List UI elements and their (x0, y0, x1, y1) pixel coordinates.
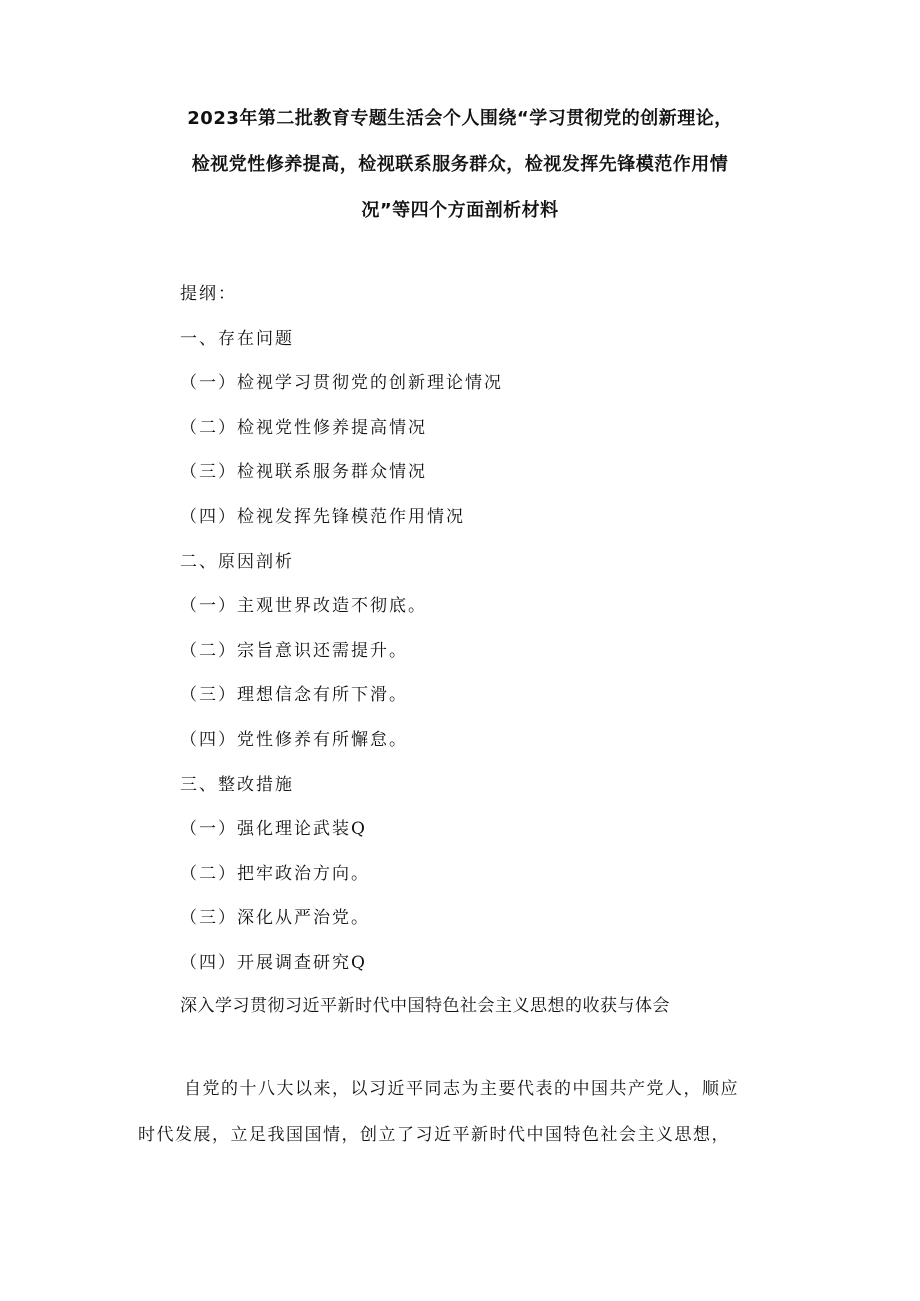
outline-item: （一）主观世界改造不彻底。 (180, 596, 427, 617)
body-paragraph (138, 1066, 798, 1158)
outline-item: （一）检视学习贯彻党的创新理论情况 (180, 373, 503, 394)
outline-item: （四）开展调查研究Q (180, 952, 367, 973)
document-title (120, 96, 800, 234)
outline-item: （三）理想信念有所下滑。 (180, 685, 408, 706)
title-line: 况”等四个方面剖析材料 (361, 200, 559, 221)
outline-item: （二）宗旨意识还需提升。 (180, 640, 408, 661)
outline-item: （一）强化理论武装Q (180, 819, 367, 840)
section-title: 深入学习贯彻习近平新时代中国特色社会主义思想的收获与体会 (180, 996, 670, 1016)
outline-item: （四）党性修养有所懈怠。 (180, 729, 408, 750)
outline-item: （三）深化从严治党。 (180, 908, 370, 929)
paragraph-line: 自党的十八大以来，以习近平同志为主要代表的中国共产党人，顺应 (184, 1079, 739, 1099)
outline-heading: 提纲： (180, 284, 237, 304)
outline-item: （三）检视联系服务群众情况 (180, 462, 427, 483)
outline-section: 二、原因剖析 (180, 551, 294, 572)
outline-list (180, 272, 820, 986)
title-line: 2023年第二批教育专题生活会个人围绕“学习贯彻党的创新理论， (187, 108, 733, 129)
outline-item: （四）检视发挥先锋模范作用情况 (180, 506, 465, 527)
paragraph-line: 时代发展，立足我国国情，创立了习近平新时代中国特色社会主义思想， (138, 1125, 730, 1145)
outline-item: （二）把牢政治方向。 (180, 863, 370, 884)
outline-section: 一、存在问题 (180, 328, 294, 349)
outline-item: （二）检视党性修养提高情况 (180, 417, 427, 438)
title-line: 检视党性修养提高，检视联系服务群众，检视发挥先锋模范作用情 (191, 154, 729, 175)
outline-section: 三、整改措施 (180, 774, 294, 795)
